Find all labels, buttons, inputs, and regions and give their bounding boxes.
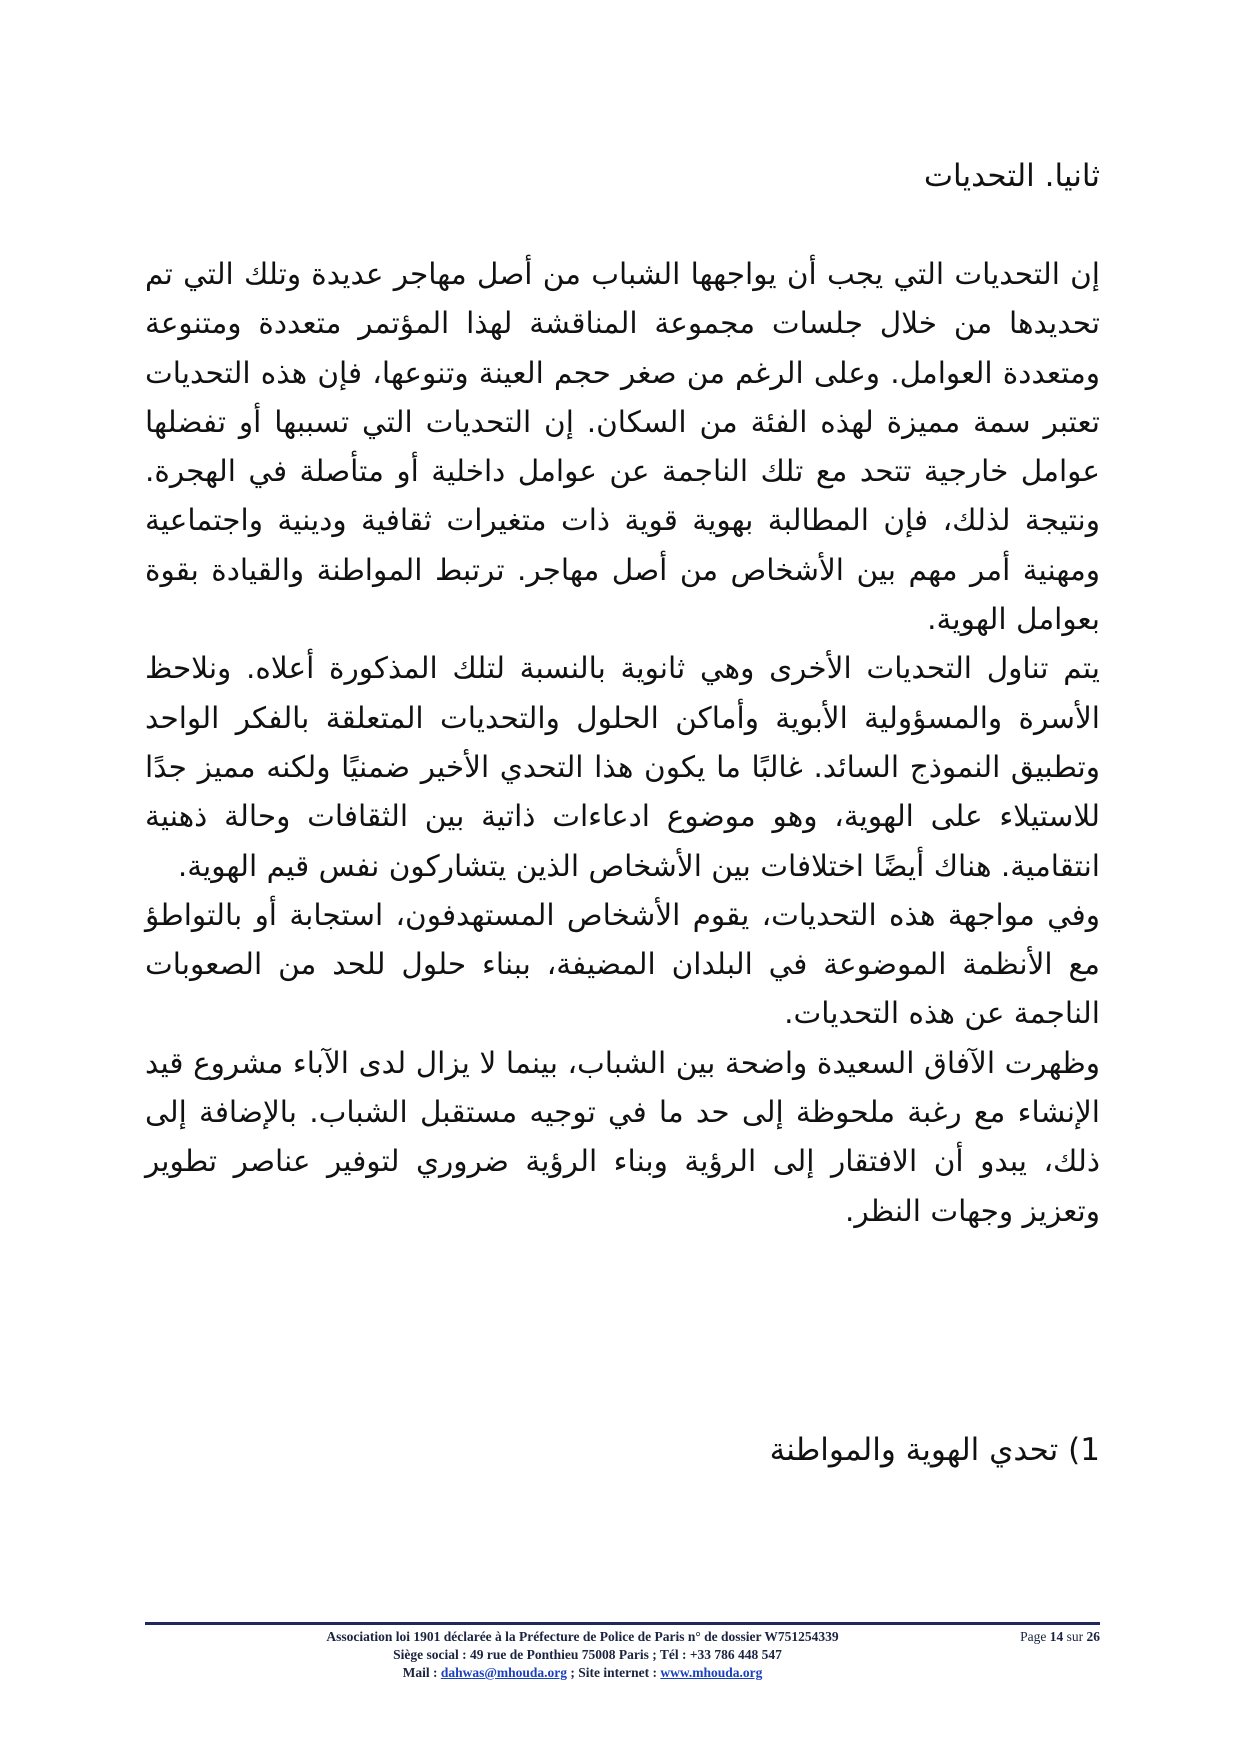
paragraph-1: إن التحديات التي يجب أن يواجهها الشباب من أصل مهاجر عديدة وتلك التي تم تحديدها من خلال جلسات مجموعة المناقشة لهذا المؤتمر متعددة ومتنوعة ومتعددة العوامل. وعلى الرغم من صغر حجم العينة وتنوعها، فإن هذه التحديات تعتبر سمة مميزة لهذه الفئة من السكان. إن التحديات التي تسببها أو تفضلها عوامل خارجية تتحد مع تلك الناجمة عن عوامل داخلية أو متأصلة في الهجرة. ونتيجة لذلك، فإن المطالبة بهوية قوية ذات متغيرات ثقافية ودينية واجتماعية ومهنية أمر مهم بين الأشخاص من أصل مهاجر. ترتبط المواطنة والقيادة بقوة بعوامل الهوية. — [145, 257, 1100, 637]
footer-divider — [145, 1622, 1100, 1625]
paragraph-2: يتم تناول التحديات الأخرى وهي ثانوية بالنسبة لتلك المذكورة أعلاه. ونلاحظ الأسرة والمسؤولية الأبوية وأماكن الحلول والتحديات المتعلقة بالفكر الواحد وتطبيق النموذج السائد. غالبًا ما يكون هذا التحدي الأخير ضمنيًا ولكنه مميز جدًا للاستيلاء على الهوية، وهو موضوع ادعاءات ذاتية بين الثقافات وحالة ذهنية انتقامية. هناك أيضًا اختلافات بين الأشخاص الذين يتشاركون نفس قيم الهوية. — [145, 651, 1100, 883]
footer-address-line: Siège social : 49 rue de Ponthieu 75008 Paris ; Tél : +33 786 448 547 — [393, 1647, 782, 1662]
page-label: Page — [1020, 1629, 1050, 1644]
section-heading: ثانيا. التحديات — [923, 158, 1100, 194]
email-link[interactable]: dahwas@mhouda.org — [440, 1665, 568, 1680]
page-number — [1020, 1628, 1100, 1646]
page-current: 14 — [1049, 1629, 1064, 1644]
site-label: ; Site internet : — [567, 1665, 661, 1680]
website-link[interactable]: www.mhouda.org — [660, 1665, 763, 1680]
page-total: 26 — [1086, 1629, 1100, 1644]
body-text — [145, 250, 1100, 1236]
subheading-identity-citizenship: 1) تحدي الهوية والمواطنة — [769, 1432, 1100, 1468]
mail-label: Mail : — [402, 1665, 441, 1680]
footer-contact-line — [105, 1664, 1060, 1682]
paragraph-3: وفي مواجهة هذه التحديات، يقوم الأشخاص المستهدفون، استجابة أو بالتواطؤ مع الأنظمة الموضوعة في البلدان المضيفة، ببناء حلول للحد من الصعوبات الناجمة عن هذه التحديات. — [145, 897, 1100, 1031]
paragraph-4: وظهرت الآفاق السعيدة واضحة بين الشباب، بينما لا يزال لدى الآباء مشروع قيد الإنشاء مع رغبة ملحوظة إلى حد ما في توجيه مستقبل الشباب. بالإضافة إلى ذلك، يبدو أن الافتقار إلى الرؤية وبناء الرؤية ضروري لتوفير عناصر تطوير وتعزيز وجهات النظر. — [145, 1045, 1100, 1228]
footer-association-line: Association loi 1901 déclarée à la Préfecture de Police de Paris n° de dossier W751254339 — [326, 1629, 839, 1644]
page-separator: sur — [1063, 1629, 1087, 1644]
